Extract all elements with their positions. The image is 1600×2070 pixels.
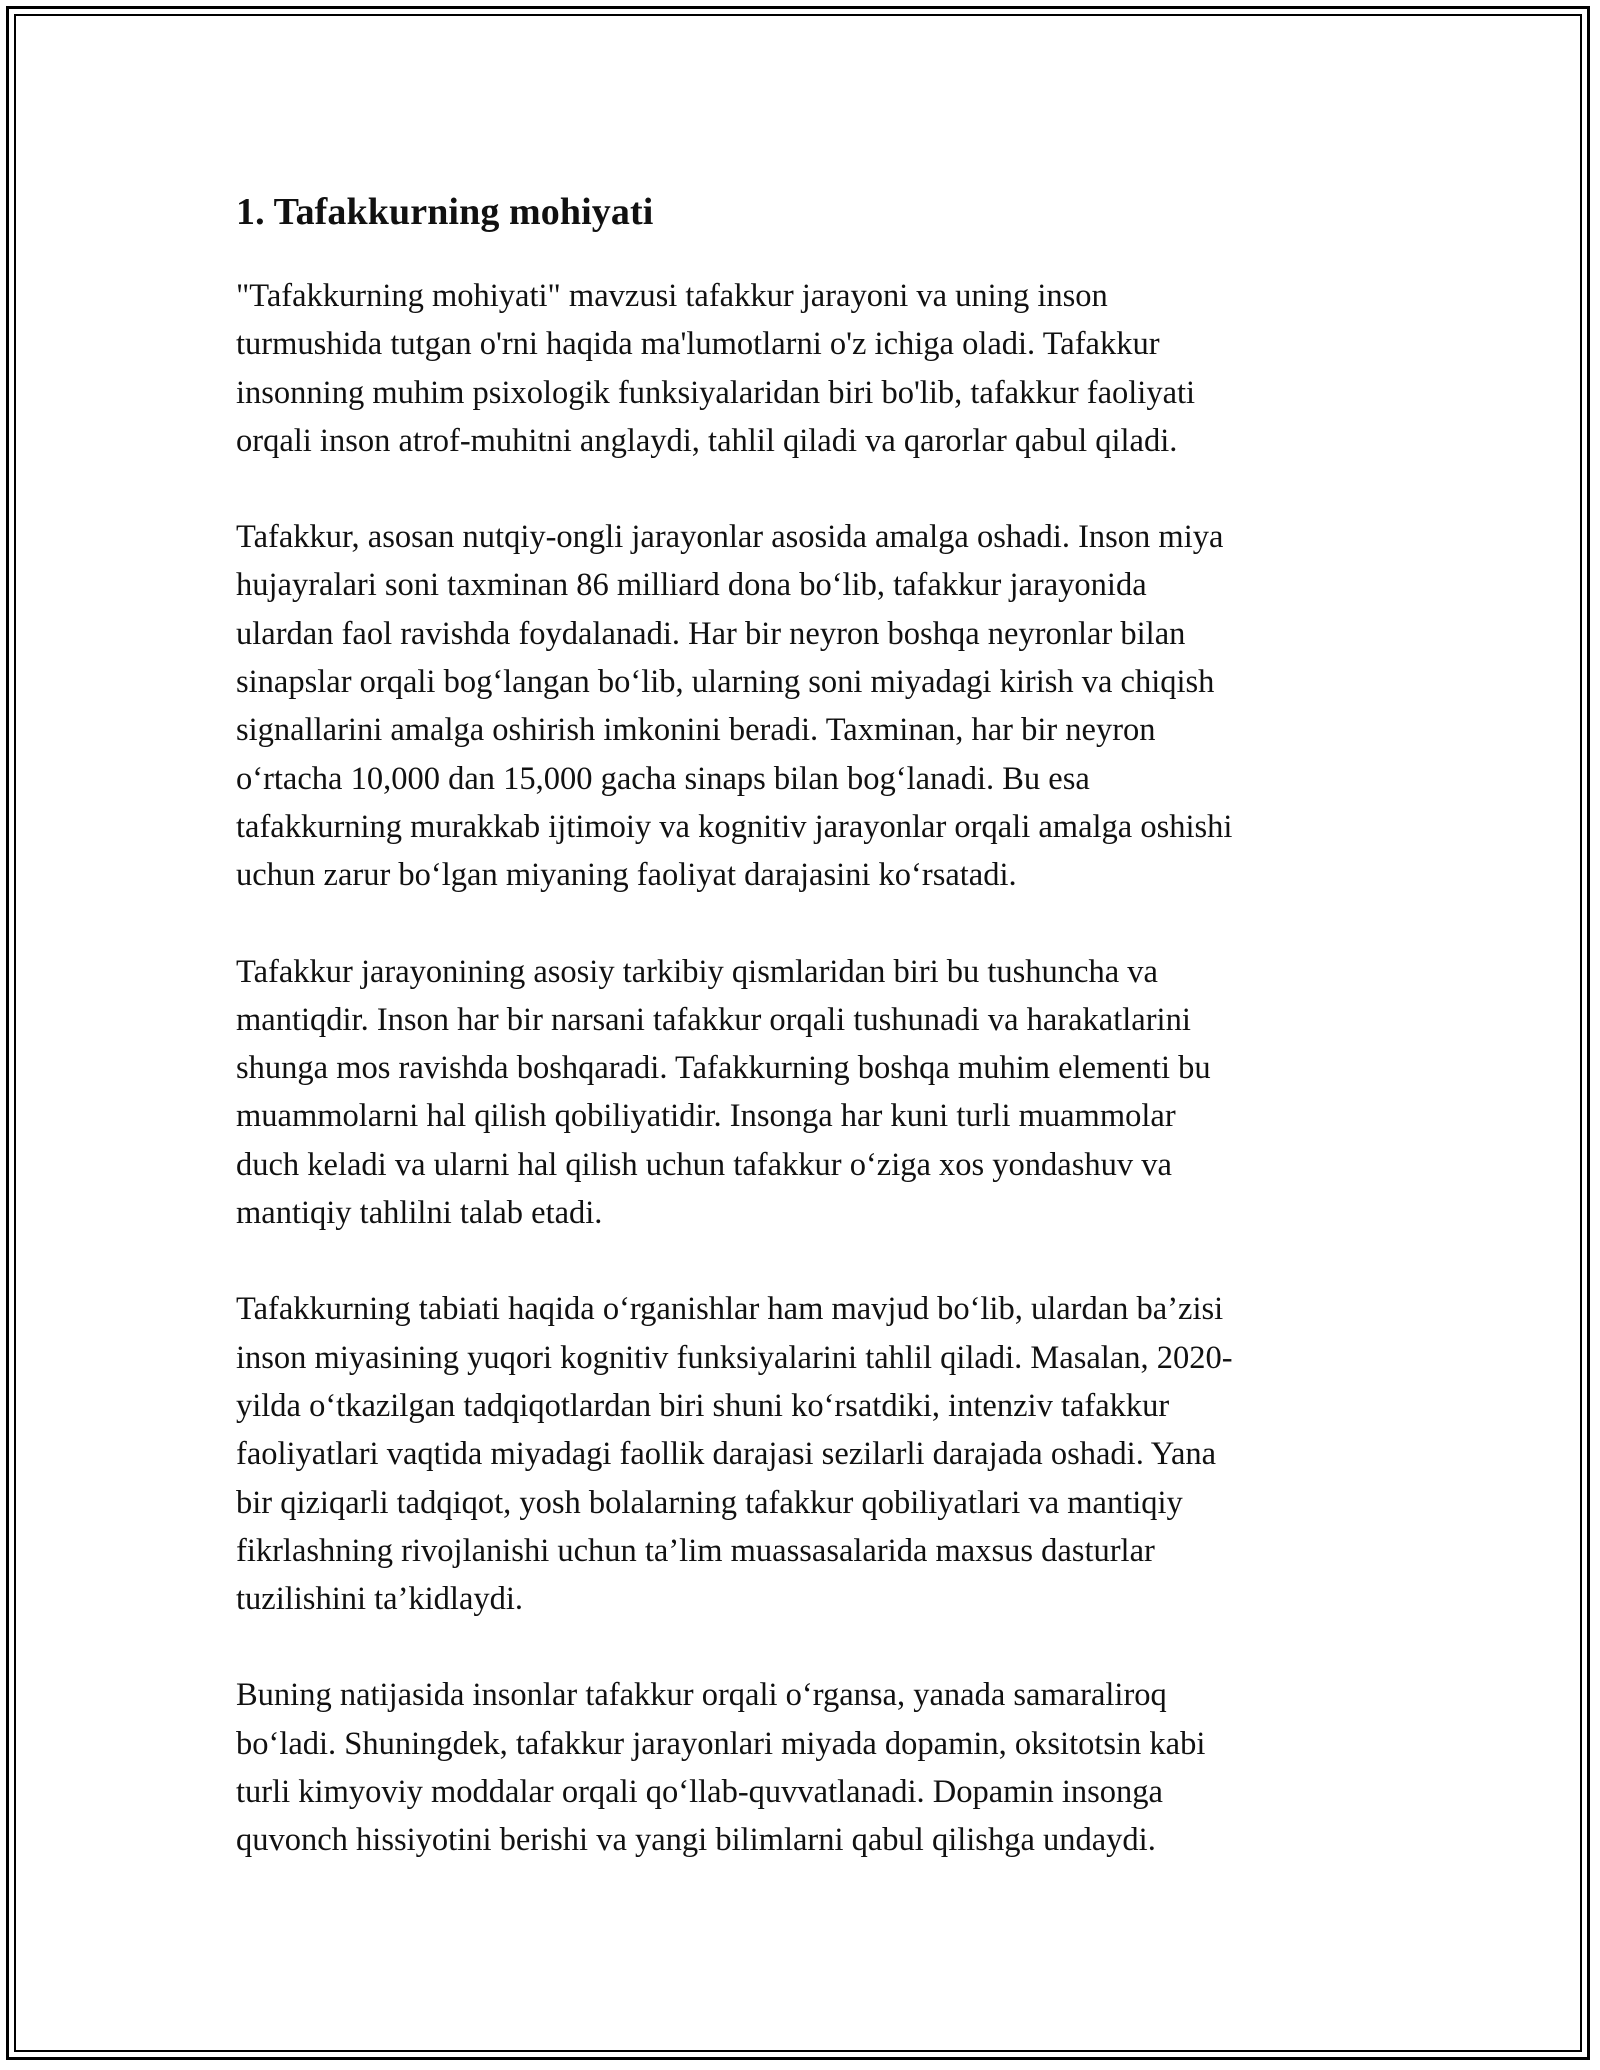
text-line: Tafakkur jarayonining asosiy tarkibiy qismlaridan biri bu tushuncha va [236,953,1158,990]
text-line: tafakkurning murakkab ijtimoiy va kognitiv jarayonlar orqali amalga oshishi [236,808,1233,845]
text-line: muammolarni hal qilish qobiliyatidir. Insonga har kuni turli muammolar [236,1098,1176,1135]
section-heading: 1. Tafakkurning mohiyati [236,191,654,233]
text-line: inson miyasining yuqori kognitiv funksiyalarini tahlil qiladi. Masalan, 2020- [236,1339,1233,1376]
paragraph-2 [236,513,1366,899]
text-line: ulardan faol ravishda foydalanadi. Har bir neyron boshqa neyronlar bilan [236,615,1186,652]
text-line: turmushida tutgan o'rni haqida ma'lumotlarni o'z ichiga oladi. Tafakkur [236,326,1160,363]
paragraph-5 [236,1671,1366,1864]
text-line: bo‘ladi. Shuningdek, tafakkur jarayonlari miyada dopamin, oksitotsin kabi [236,1725,1206,1762]
text-line: turli kimyoviy moddalar orqali qo‘llab-quvvatlanadi. Dopamin insonga [236,1774,1163,1811]
text-line: yilda o‘tkazilgan tadqiqotlardan biri shuni ko‘rsatdiki, intenziv tafakkur [236,1387,1170,1424]
text-line: Tafakkurning tabiati haqida o‘rganishlar ham mavjud bo‘lib, ulardan ba’zisi [236,1291,1224,1328]
text-line: signallarini amalga oshirish imkonini beradi. Taxminan, har bir neyron [236,712,1156,749]
text-line: mantiqiy tahlilni talab etadi. [236,1195,603,1232]
text-line: o‘rtacha 10,000 dan 15,000 gacha sinaps bilan bog‘lanadi. Bu esa [236,760,1090,797]
paragraph-3 [236,948,1366,1238]
text-line: hujayralari soni taxminan 86 milliard dona bo‘lib, tafakkur jarayonida [236,567,1147,604]
text-line: faoliyatlari vaqtida miyadagi faollik darajasi sezilarli darajada oshadi. Yana [236,1436,1217,1473]
text-line: "Tafakkurning mohiyati" mavzusi tafakkur jarayoni va uning inson [236,278,1108,314]
paragraph-4 [236,1285,1366,1623]
text-line: shunga mos ravishda boshqaradi. Tafakkurning boshqa muhim elementi bu [236,1050,1211,1087]
text-line: tuzilishini ta’kidlaydi. [236,1581,524,1618]
text-line: orqali inson atrof-muhitni anglaydi, tahlil qiladi va qarorlar qabul qiladi. [236,422,1178,459]
paragraph-1 [236,272,1366,465]
text-line: bir qiziqarli tadqiqot, yosh bolalarning tafakkur qobiliyatlari va mantiqiy [236,1484,1183,1521]
text-line: mantiqdir. Inson har bir narsani tafakkur orqali tushunadi va harakatlarini [236,1001,1191,1038]
document-body [236,182,1366,1865]
text-line: uchun zarur bo‘lgan miyaning faoliyat darajasini ko‘rsatadi. [236,857,1017,894]
text-line: quvonch hissiyotini berishi va yangi bilimlarni qabul qilishga undaydi. [236,1822,1156,1859]
text-line: sinapslar orqali bog‘langan bo‘lib, ularning soni miyadagi kirish va chiqish [236,664,1215,701]
text-line: duch keladi va ularni hal qilish uchun tafakkur o‘ziga xos yondashuv va [236,1146,1172,1183]
text-line: Buning natijasida insonlar tafakkur orqali o‘rgansa, yanada samaraliroq [236,1677,1167,1714]
text-line: Tafakkur, asosan nutqiy-ongli jarayonlar asosida amalga oshadi. Inson miya [236,519,1224,556]
text-line: fikrlashning rivojlanishi uchun ta’lim muassasalarida maxsus dasturlar [236,1532,1155,1569]
text-line: insonning muhim psixologik funksiyalaridan biri bo'lib, tafakkur faoliyati [236,374,1196,411]
